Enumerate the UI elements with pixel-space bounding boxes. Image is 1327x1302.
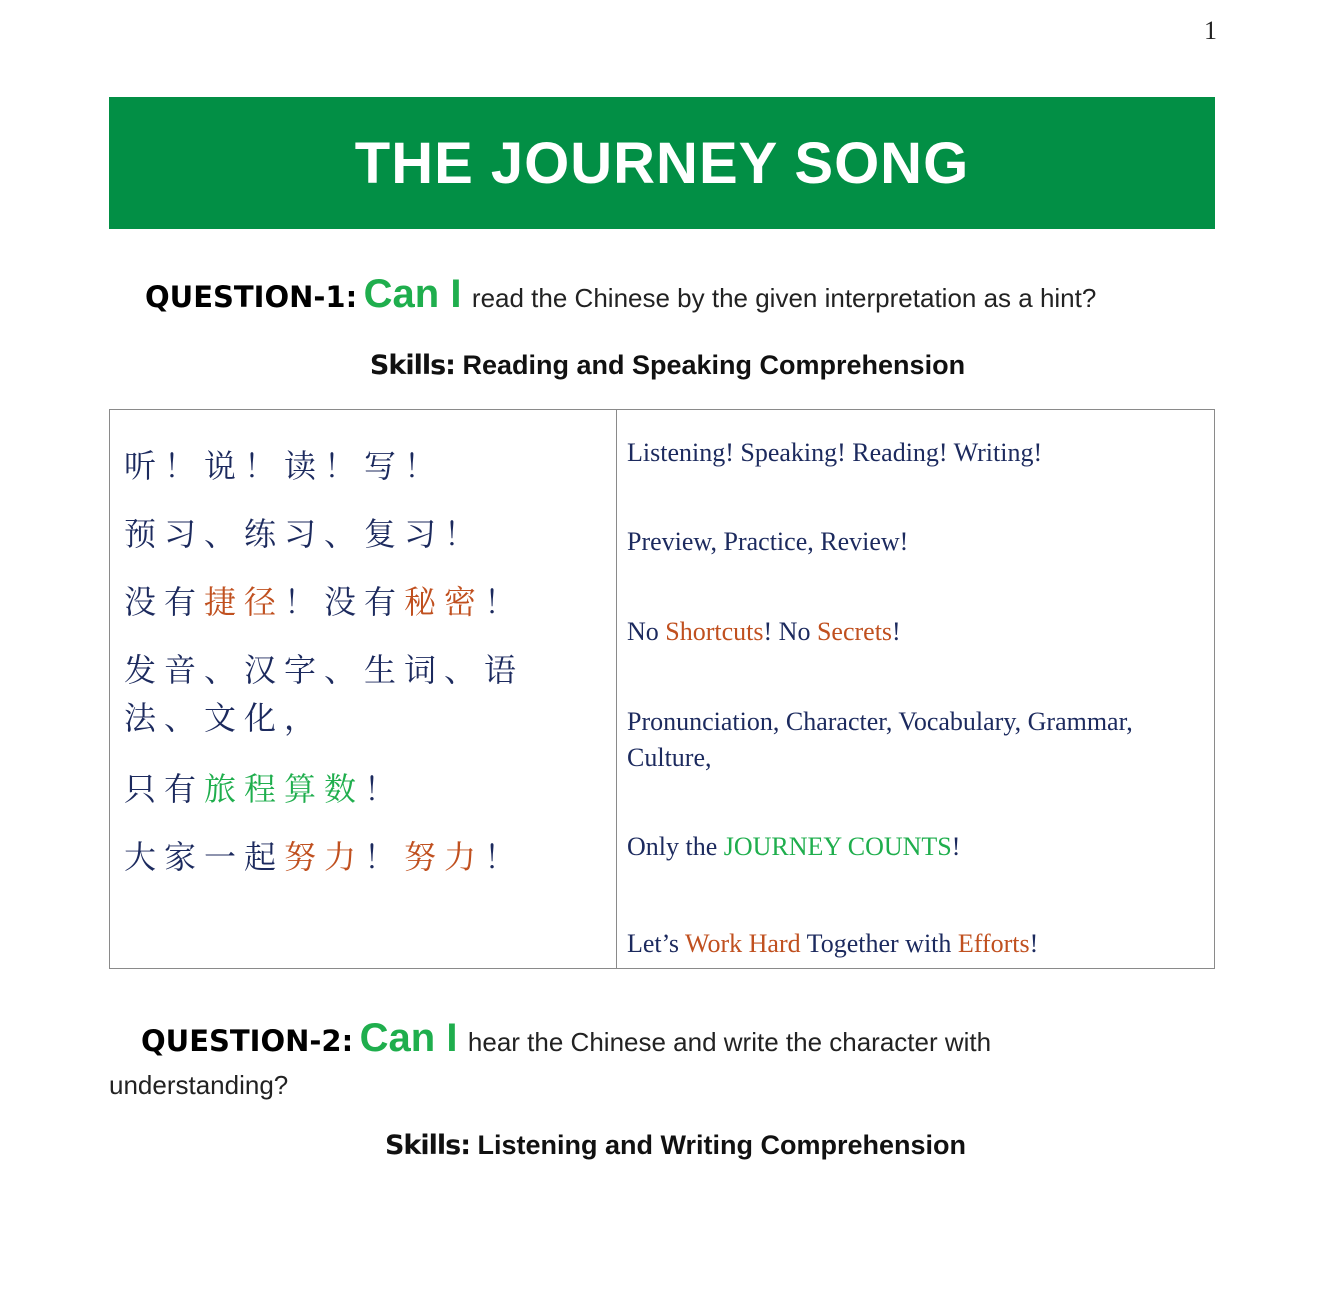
chinese-line-5 <box>124 765 594 813</box>
skills-1-label: Skills: <box>369 350 455 381</box>
skills-1-text: Reading and Speaking Comprehension <box>462 350 966 380</box>
chinese-efforts: 努力 <box>404 838 485 876</box>
chinese-line-3-part-c: ！没有 <box>284 583 405 621</box>
chinese-line-6-part-c: ！ <box>364 838 405 876</box>
english-line-6-part-c: Together with <box>800 929 958 958</box>
chinese-line-2: 预习、练习、复习！ <box>124 515 485 553</box>
skills-1 <box>4 350 1327 381</box>
english-shortcuts: Shortcuts <box>665 617 764 646</box>
chinese-line-5-part-a: 只有 <box>124 770 205 808</box>
english-line-3-part-e: ! <box>892 617 901 646</box>
question-1-can-i: Can I <box>363 272 462 316</box>
chinese-line-6-part-e: ！ <box>484 838 525 876</box>
chinese-line-4: 发音、汉字、生词、语法、文化， <box>124 651 525 737</box>
page-number: 1 <box>1204 16 1217 45</box>
english-line-3-part-a: No <box>627 617 666 646</box>
skills-2 <box>12 1130 1327 1161</box>
chinese-line-3-part-a: 没有 <box>124 583 205 621</box>
english-line-5-part-a: Only the <box>627 832 724 861</box>
english-line-6-part-e: ! <box>1029 929 1039 958</box>
english-line-5 <box>627 829 1197 865</box>
chinese-shortcuts: 捷径 <box>204 583 285 621</box>
question-2-can-i: Can I <box>359 1016 458 1060</box>
column-divider <box>616 410 617 968</box>
english-line-5-part-c: ! <box>951 832 961 861</box>
english-line-3-part-c: ! No <box>763 617 817 646</box>
question-1-label: QUESTION-1: <box>145 280 358 314</box>
chinese-line-6 <box>124 833 594 881</box>
question-1-text: read the Chinese by the given interpretation as a hint? <box>471 283 1097 313</box>
chinese-line-5-part-c: ！ <box>364 770 405 808</box>
english-line-4: Pronunciation, Character, Vocabulary, Grammar, Culture, <box>627 707 1133 772</box>
english-efforts: Efforts <box>957 929 1030 958</box>
question-2 <box>109 1016 1109 1104</box>
english-line-1: Listening! Speaking! Reading! Writing! <box>627 438 1043 467</box>
english-line-2: Preview, Practice, Review! <box>627 527 909 556</box>
english-line-6 <box>627 926 1197 962</box>
page-title: THE JOURNEY SONG <box>354 130 970 196</box>
chinese-line-3 <box>124 578 594 626</box>
question-2-text-line-2: understanding? <box>109 1070 289 1100</box>
question-1 <box>145 272 1096 317</box>
english-line-6-part-a: Let’s <box>627 929 686 958</box>
chinese-line-1: 听！说！读！写！ <box>124 447 445 485</box>
chinese-work-hard: 努力 <box>284 838 365 876</box>
skills-2-label: Skills: <box>384 1130 470 1161</box>
chinese-secrets: 秘密 <box>404 583 485 621</box>
chinese-line-6-part-a: 大家一起 <box>124 838 285 876</box>
lyrics-table <box>109 409 1215 969</box>
english-secrets: Secrets <box>816 617 893 646</box>
english-journey-counts: JOURNEY COUNTS <box>723 832 952 861</box>
question-2-first-line <box>109 1016 1109 1066</box>
english-line-3 <box>627 614 1197 650</box>
english-work-hard: Work Hard <box>685 929 801 958</box>
skills-2-text: Listening and Writing Comprehension <box>477 1130 967 1160</box>
chinese-journey-counts: 旅程算数 <box>204 770 365 808</box>
chinese-line-3-part-e: ！ <box>484 583 525 621</box>
question-2-text-line-1: hear the Chinese and write the character with <box>467 1027 992 1057</box>
question-2-label: QUESTION-2: <box>141 1024 354 1058</box>
title-banner <box>109 97 1215 229</box>
